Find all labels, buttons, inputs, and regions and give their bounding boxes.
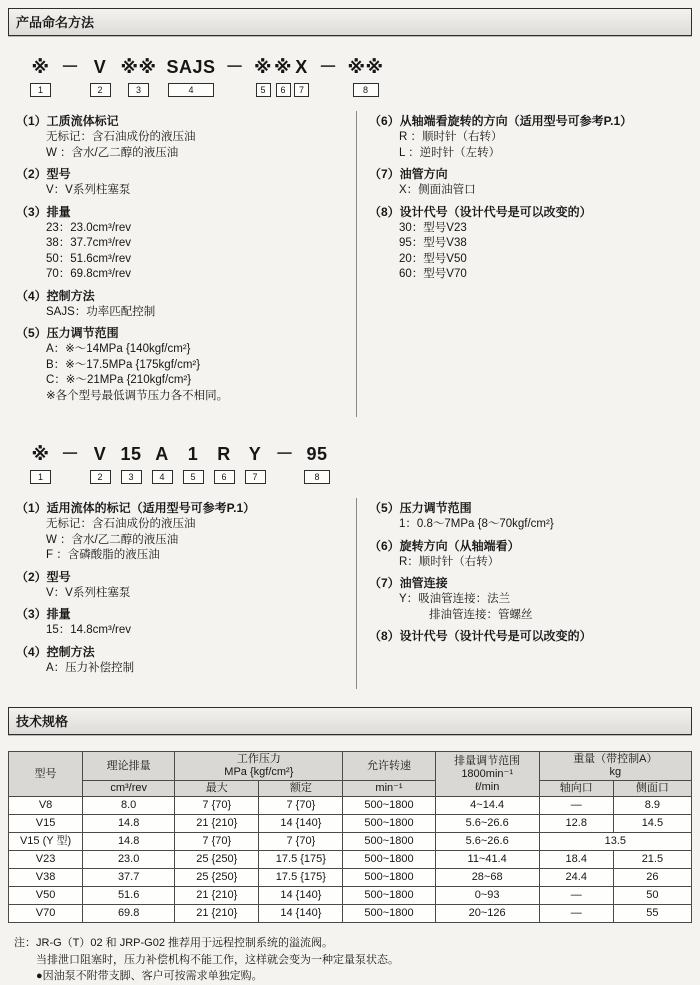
explanation-line: 15：14.8cm³/rev <box>46 624 132 636</box>
code-box-number: 2 <box>90 83 111 97</box>
table-row-v50 <box>9 887 692 905</box>
code-segment-2 <box>90 445 111 484</box>
code-box-number: 7 <box>245 470 266 484</box>
explanation-line: 23：23.0cm³/rev <box>46 221 132 234</box>
code-box-number: 8 <box>304 470 330 484</box>
code-box-number: 1 <box>30 83 51 97</box>
col-subheader-disp-unit: cm³/rev <box>83 781 175 797</box>
explanation-line: R：顺时针（右转） <box>399 555 500 568</box>
cell-weight-side: 26 <box>613 869 691 887</box>
col-header-range-title: 排量调节范围 <box>454 754 521 767</box>
explanation-line: 95：型号V38 <box>399 237 467 249</box>
code-segment-group-567 <box>254 58 309 97</box>
explanation-title: （7）油管连接 <box>369 576 448 590</box>
explanation-line: 30：型号V23 <box>399 221 467 234</box>
code-box-number: 5 <box>183 470 204 484</box>
model-code-diagram-sajs <box>30 58 700 97</box>
code-box-number: 5 <box>256 83 271 97</box>
explanation-line: V：V系列柱塞泵 <box>46 184 131 196</box>
code-box-number: 2 <box>90 470 111 484</box>
explanation-line: 70：69.8cm³/rev <box>46 268 132 280</box>
cell-range: 5.6~26.6 <box>435 833 539 851</box>
explanations-v15 <box>8 498 692 689</box>
table-row-v70 <box>9 905 692 923</box>
spec-table-header <box>9 752 692 797</box>
cell-pressure-max: 7 {70} <box>175 797 259 815</box>
code-char: A <box>155 444 169 464</box>
code-box-number: 4 <box>168 83 214 97</box>
code-char: 15 <box>120 444 142 464</box>
code-segment-4 <box>167 58 216 97</box>
cell-pressure-max: 21 {210} <box>175 905 259 923</box>
explanation-title: （2）型号 <box>16 167 71 181</box>
cell-weight-side: 8.9 <box>613 797 691 815</box>
explanation-item-1 <box>16 113 350 161</box>
explanation-line: F ：含磷酸脂的液压油 <box>46 549 160 561</box>
cell-weight-axial: — <box>539 887 613 905</box>
footnotes <box>14 935 686 985</box>
footnote-line: ●因油泵不附带支脚、客户可按需求单独定购。 <box>36 970 263 982</box>
cell-pressure-rated: 14 {140} <box>259 815 343 833</box>
code-char: － <box>225 57 245 77</box>
code-box-number: 3 <box>121 470 142 484</box>
table-row-v23 <box>9 851 692 869</box>
cell-displacement: 69.8 <box>83 905 175 923</box>
code-box-number: 7 <box>294 83 309 97</box>
cell-displacement: 14.8 <box>83 815 175 833</box>
explanation-line: 排油管连接：管螺丝 <box>429 608 533 621</box>
spec-table <box>8 751 692 923</box>
code-separator <box>61 58 80 77</box>
cell-displacement: 51.6 <box>83 887 175 905</box>
explanation-line: R ：顺时针（右转） <box>399 131 503 143</box>
explanation-item-7 <box>369 575 686 623</box>
cell-range: 20~126 <box>435 905 539 923</box>
cell-pressure-rated: 14 {140} <box>259 905 343 923</box>
table-row-v8 <box>9 797 692 815</box>
code-char: V <box>93 57 107 77</box>
col-header-range-unit: ℓ/min <box>474 780 500 793</box>
code-char: ※ <box>254 57 273 77</box>
explanation-line: 20：型号V50 <box>399 252 467 265</box>
cell-pressure-max: 7 {70} <box>175 833 259 851</box>
cell-speed: 500~1800 <box>343 887 435 905</box>
explanation-line: V：V系列柱塞泵 <box>46 586 131 599</box>
cell-speed: 500~1800 <box>343 851 435 869</box>
explanation-line: W ：含水/乙二醇的液压油 <box>46 533 179 546</box>
explanation-item-7 <box>369 166 686 199</box>
code-separator <box>226 58 245 77</box>
section-title: 产品命名方法 <box>16 15 95 30</box>
cell-displacement: 37.7 <box>83 869 175 887</box>
code-char: Y <box>248 444 262 464</box>
col-header-speed: 允许转速 <box>343 752 435 781</box>
explanation-title: （6）旋转方向（从轴端看） <box>369 538 520 553</box>
col-header-range-speed: 1800min⁻¹ <box>461 767 513 780</box>
code-segment-8 <box>348 58 384 97</box>
cell-model: V38 <box>9 869 83 887</box>
col-header-pressure-unit: MPa {kgf/cm²} <box>224 766 294 778</box>
explanation-title: （8）设计代号（设计代号是可以改变的） <box>369 629 592 643</box>
cell-weight-side: 14.5 <box>613 815 691 833</box>
table-row-v15y <box>9 833 692 851</box>
col-header-range <box>435 752 539 797</box>
cell-model: V15 <box>9 815 83 833</box>
cell-speed: 500~1800 <box>343 797 435 815</box>
footnote-line: 当排泄口阻塞时，压力补偿机构不能工作，这样就会变为一种定量泵状态。 <box>36 953 399 966</box>
explanation-line: 50：51.6cm³/rev <box>46 252 132 265</box>
cell-model: V8 <box>9 797 83 815</box>
cell-pressure-max: 25 {250} <box>175 851 259 869</box>
code-char: SAJS <box>166 57 216 77</box>
explanation-line: A：压力补偿控制 <box>46 661 135 674</box>
explanation-line: W ：含水/乙二醇的液压油 <box>46 146 179 159</box>
explanation-title: （7）油管方向 <box>369 167 448 181</box>
explanation-title: （1）适用流体的标记（适用型号可参考P.1） <box>16 501 256 515</box>
explanation-line: 38：37.7cm³/rev <box>46 237 132 249</box>
explanation-line: 60：型号V70 <box>399 268 467 280</box>
code-box-number: 1 <box>30 470 51 484</box>
col-subheader-pressure-max: 最大 <box>175 781 259 797</box>
cell-speed: 500~1800 <box>343 815 435 833</box>
cell-pressure-max: 21 {210} <box>175 815 259 833</box>
explanation-item-8 <box>369 204 686 283</box>
explanation-line: 1：0.8～7MPa {8～70kgf/cm²} <box>399 518 554 530</box>
explanation-line: ※各个型号最低调节压力各不相同。 <box>46 389 229 402</box>
cell-pressure-max: 25 {250} <box>175 869 259 887</box>
explanation-item-3 <box>16 606 350 639</box>
cell-weight-axial: — <box>539 797 613 815</box>
cell-displacement: 8.0 <box>83 797 175 815</box>
explanation-title: （3）排量 <box>16 204 71 219</box>
col-header-pressure <box>175 752 343 781</box>
col-header-pressure-title: 工作压力 <box>236 753 281 765</box>
code-char: ※ <box>31 57 50 77</box>
cell-model: V15 (Y 型) <box>9 833 83 851</box>
code-char: V <box>93 444 107 464</box>
cell-pressure-rated: 7 {70} <box>259 797 343 815</box>
cell-weight-axial: — <box>539 905 613 923</box>
code-char: 1 <box>187 444 199 464</box>
explanation-title: （4）控制方法 <box>16 288 95 303</box>
code-segment-5 <box>183 445 204 484</box>
code-box-number: 6 <box>214 470 235 484</box>
explanation-title: （5）压力调节范围 <box>16 326 119 340</box>
explanations-left-column <box>8 498 356 689</box>
cell-pressure-rated: 7 {70} <box>259 833 343 851</box>
cell-displacement: 23.0 <box>83 851 175 869</box>
explanations-right-column <box>356 498 692 689</box>
code-char: 95 <box>306 444 328 464</box>
cell-model: V70 <box>9 905 83 923</box>
cell-range: 11~41.4 <box>435 851 539 869</box>
cell-weight-axial: 24.4 <box>539 869 613 887</box>
explanation-title: （5）压力调节范围 <box>369 501 472 515</box>
explanation-item-1 <box>16 500 350 564</box>
cell-pressure-rated: 17.5 {175} <box>259 851 343 869</box>
code-char: － <box>319 57 338 77</box>
cell-weight-side: 21.5 <box>613 851 691 869</box>
code-separator <box>276 445 295 464</box>
cell-range: 0~93 <box>435 887 539 905</box>
explanation-line: X：侧面油管口 <box>399 184 476 196</box>
col-header-weight-unit: kg <box>609 766 622 778</box>
explanation-line: A：※～14MPa {140kgf/cm²} <box>46 343 191 355</box>
explanation-item-5 <box>16 325 350 404</box>
cell-speed: 500~1800 <box>343 833 435 851</box>
code-segment-7 <box>294 58 309 97</box>
code-char: － <box>275 444 295 464</box>
explanation-item-8 <box>369 628 686 645</box>
explanation-item-6 <box>369 538 686 571</box>
code-char: － <box>61 444 80 464</box>
code-char: － <box>61 57 80 77</box>
col-header-weight <box>539 752 691 781</box>
explanation-item-4 <box>16 288 350 321</box>
code-segment-3 <box>121 58 157 97</box>
cell-pressure-max: 21 {210} <box>175 887 259 905</box>
col-header-weight-title: 重量（带控制A） <box>573 753 658 765</box>
explanation-item-5 <box>369 500 686 533</box>
explanation-item-2 <box>16 569 350 602</box>
footnote-line: 注：JR-G（T）02 和 JRP-G02 推荐用于远程控制系统的溢流阀。 <box>14 937 334 949</box>
cell-weight-axial: 18.4 <box>539 851 613 869</box>
explanation-line: C：※～21MPa {210kgf/cm²} <box>46 374 192 386</box>
col-subheader-pressure-rated: 额定 <box>259 781 343 797</box>
code-segment-4 <box>152 445 173 484</box>
explanation-title: （1）工质流体标记 <box>16 114 119 128</box>
explanation-line: SAJS：功率匹配控制 <box>46 305 156 318</box>
explanation-line: 无标记：含石油成份的液压油 <box>46 518 196 530</box>
explanation-title: （3）排量 <box>16 607 71 621</box>
code-box-number: 8 <box>353 83 379 97</box>
code-box-number: 6 <box>276 83 291 97</box>
cell-pressure-rated: 17.5 {175} <box>259 869 343 887</box>
cell-weight-side: 55 <box>613 905 691 923</box>
explanation-item-4 <box>16 644 350 677</box>
explanation-item-2 <box>16 166 350 199</box>
cell-pressure-rated: 14 {140} <box>259 887 343 905</box>
cell-displacement: 14.8 <box>83 833 175 851</box>
col-header-model: 型号 <box>9 752 83 797</box>
code-segment-7 <box>245 445 266 484</box>
explanation-title: （2）型号 <box>16 569 71 584</box>
cell-weight-side: 50 <box>613 887 691 905</box>
cell-speed: 500~1800 <box>343 869 435 887</box>
explanation-line: 无标记：含石油成份的液压油 <box>46 131 196 143</box>
col-subheader-weight-axial: 轴向口 <box>539 781 613 797</box>
explanation-line: B：※～17.5MPa {175kgf/cm²} <box>46 358 201 371</box>
explanation-title: （8）设计代号（设计代号是可以改变的） <box>369 204 592 219</box>
code-segment-6 <box>274 58 292 97</box>
code-segment-5 <box>254 58 272 97</box>
code-separator <box>319 58 338 77</box>
cell-weight-merged: 13.5 <box>539 833 691 851</box>
section-title: 技术规格 <box>16 714 69 729</box>
code-box-number: 4 <box>152 470 173 484</box>
code-char: ※※ <box>347 57 384 77</box>
code-segment-3 <box>121 445 142 484</box>
cell-speed: 500~1800 <box>343 905 435 923</box>
explanation-title: （4）控制方法 <box>16 644 95 659</box>
explanation-item-3 <box>16 204 350 283</box>
code-box-number: 3 <box>128 83 149 97</box>
code-char: X <box>295 57 308 77</box>
cell-model: V50 <box>9 887 83 905</box>
code-segment-8 <box>304 445 330 484</box>
code-segment-1 <box>30 58 51 97</box>
col-header-displacement: 理论排量 <box>83 752 175 781</box>
table-row-v15 <box>9 815 692 833</box>
code-char: ※ <box>31 444 50 464</box>
catalog-page <box>0 8 700 982</box>
explanations-left-column <box>8 111 356 417</box>
code-segment-2 <box>90 58 111 97</box>
model-code-diagram-v15 <box>30 445 700 484</box>
cell-range: 5.6~26.6 <box>435 815 539 833</box>
cell-range: 28~68 <box>435 869 539 887</box>
code-segment-6 <box>214 445 235 484</box>
col-subheader-speed-unit: min⁻¹ <box>343 781 435 797</box>
explanation-item-6 <box>369 113 686 161</box>
cell-weight-axial: 12.8 <box>539 815 613 833</box>
explanation-line: L ：逆时针（左转） <box>399 146 501 159</box>
cell-range: 4~14.4 <box>435 797 539 815</box>
section-bar-specs <box>8 707 692 735</box>
code-char: ※※ <box>120 57 157 77</box>
table-row-v38 <box>9 869 692 887</box>
spec-table-body <box>9 797 692 923</box>
col-subheader-weight-side: 侧面口 <box>613 781 691 797</box>
code-separator <box>61 445 80 464</box>
code-segment-1 <box>30 445 51 484</box>
cell-model: V23 <box>9 851 83 869</box>
code-char: R <box>217 444 231 464</box>
explanations-sajs <box>8 111 692 417</box>
code-char: ※ <box>274 57 293 77</box>
explanation-line: Y：吸油管连接：法兰 <box>399 593 511 605</box>
section-bar-naming <box>8 8 692 36</box>
explanation-title: （6）从轴端看旋转的方向（适用型号可参考P.1） <box>369 114 633 128</box>
explanations-right-column <box>356 111 692 417</box>
